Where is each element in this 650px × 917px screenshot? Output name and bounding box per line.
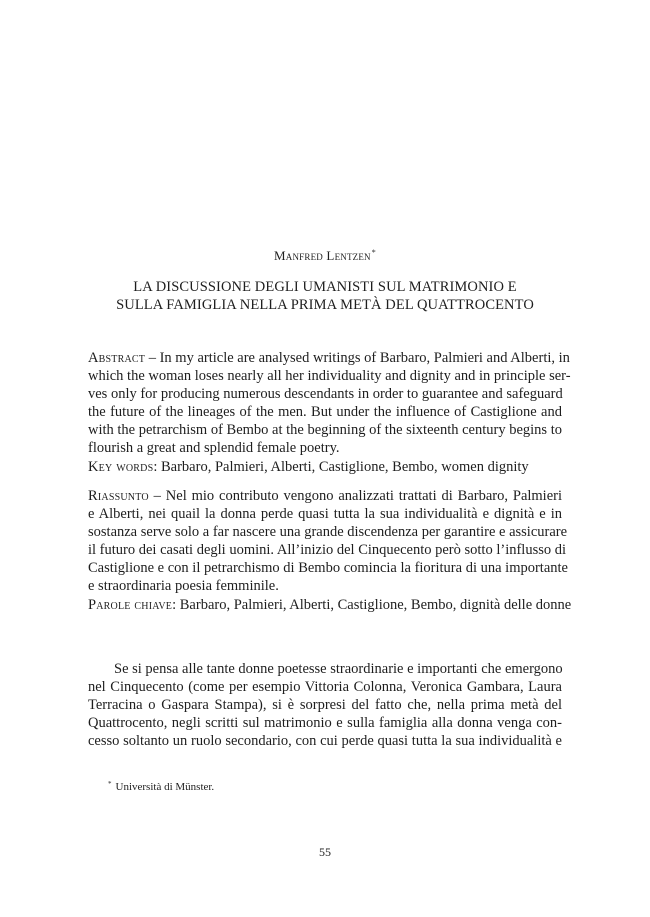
body-line-1: Se si pensa alle tante donne poetesse straordinarie e importanti che emergono [114, 661, 563, 677]
abstract-line-3: ves only for producing numerous descendants in order to guarantee and safeguard [88, 386, 563, 402]
abstract-dash: – [145, 350, 160, 366]
body-paragraph [88, 660, 562, 750]
abstract-line-6: flourish a great and splendid female poetry. [88, 440, 340, 456]
parole-chiave-line [88, 596, 572, 614]
abstract-section [88, 349, 571, 457]
riassunto-line-1 [88, 487, 562, 505]
body-line-4: Quattrocento, negli scritti sul matrimonio e sulla famiglia alla donna venga con- [88, 715, 562, 731]
riassunto-section [88, 487, 568, 595]
paper-title [60, 278, 590, 314]
keywords-colon: : [153, 459, 161, 475]
abstract-line-1 [88, 349, 570, 367]
body-line-5: cesso soltanto un ruolo secondario, con cui perde quasi tutta la sua individualità e [88, 733, 562, 749]
riassunto-line-6: e straordinaria poesia femminile. [88, 578, 279, 594]
parole-chiave-colon: : [172, 597, 180, 613]
paper-title-line-1: LA DISCUSSIONE DEGLI UMANISTI SUL MATRIMONIO E [133, 279, 517, 295]
keywords-label: Key words [88, 459, 154, 475]
author-name-text: Manfred Lentzen [274, 248, 371, 263]
riassunto-text-1: Nel mio contributo vengono analizzati trattati di Barbaro, Palmieri [165, 488, 563, 504]
riassunto-line-3: sostanza serve solo a far nascere una grande discendenza per garantire e assicurare [88, 524, 568, 540]
footnote [108, 780, 214, 793]
body-line-3: Terracina o Gaspara Stampa), si è sorpresi del fatto che, nella prima metà del [88, 697, 562, 713]
paper-title-line-2: SULLA FAMIGLIA NELLA PRIMA METÀ DEL QUATTROCENTO [116, 297, 534, 313]
abstract-line-5: with the petrarchism of Bembo at the beginning of the sixteenth century begins to [88, 422, 562, 438]
abstract-label: Abstract [88, 350, 146, 366]
riassunto-label: Riassunto [88, 488, 149, 504]
parole-chiave-label: Parole chiave [88, 597, 173, 613]
parole-chiave-section [88, 596, 572, 614]
riassunto-line-4: il futuro dei casati degli uomini. All’inizio del Cinquecento però sotto l’influsso di [88, 542, 567, 558]
riassunto-line-5: Castiglione e con il petrarchismo di Bembo comincia la fioritura di una importante [88, 560, 568, 576]
keywords-section [88, 458, 562, 476]
page-number: 55 [319, 845, 331, 859]
riassunto-dash: – [148, 488, 166, 504]
footnote-text: Università di Münster. [115, 781, 215, 793]
abstract-line-4: the future of the lineages of the men. But under the influence of Castiglione and [88, 404, 562, 420]
body-line-2: nel Cinquecento (come per esempio Vittoria Colonna, Veronica Gambara, Laura [88, 679, 562, 695]
abstract-text-1: In my article are analysed writings of Barbaro, Palmieri and Alberti, in [159, 350, 570, 366]
abstract-line-2: which the woman loses nearly all her individuality and dignity and in principle ser- [88, 368, 571, 384]
riassunto-line-2: e Alberti, nei quail la donna perde quasi tutta la sua individualità e dignità e in [88, 506, 562, 522]
keywords-line [88, 458, 562, 476]
author-name [0, 248, 650, 264]
author-footnote-marker: * [371, 248, 376, 257]
keywords-text: Barbaro, Palmieri, Alberti, Castiglione, Bembo, women dignity [161, 459, 529, 475]
footnote-marker: * [108, 780, 112, 788]
parole-chiave-text: Barbaro, Palmieri, Alberti, Castiglione, Bembo, dignità delle donne [179, 597, 572, 613]
